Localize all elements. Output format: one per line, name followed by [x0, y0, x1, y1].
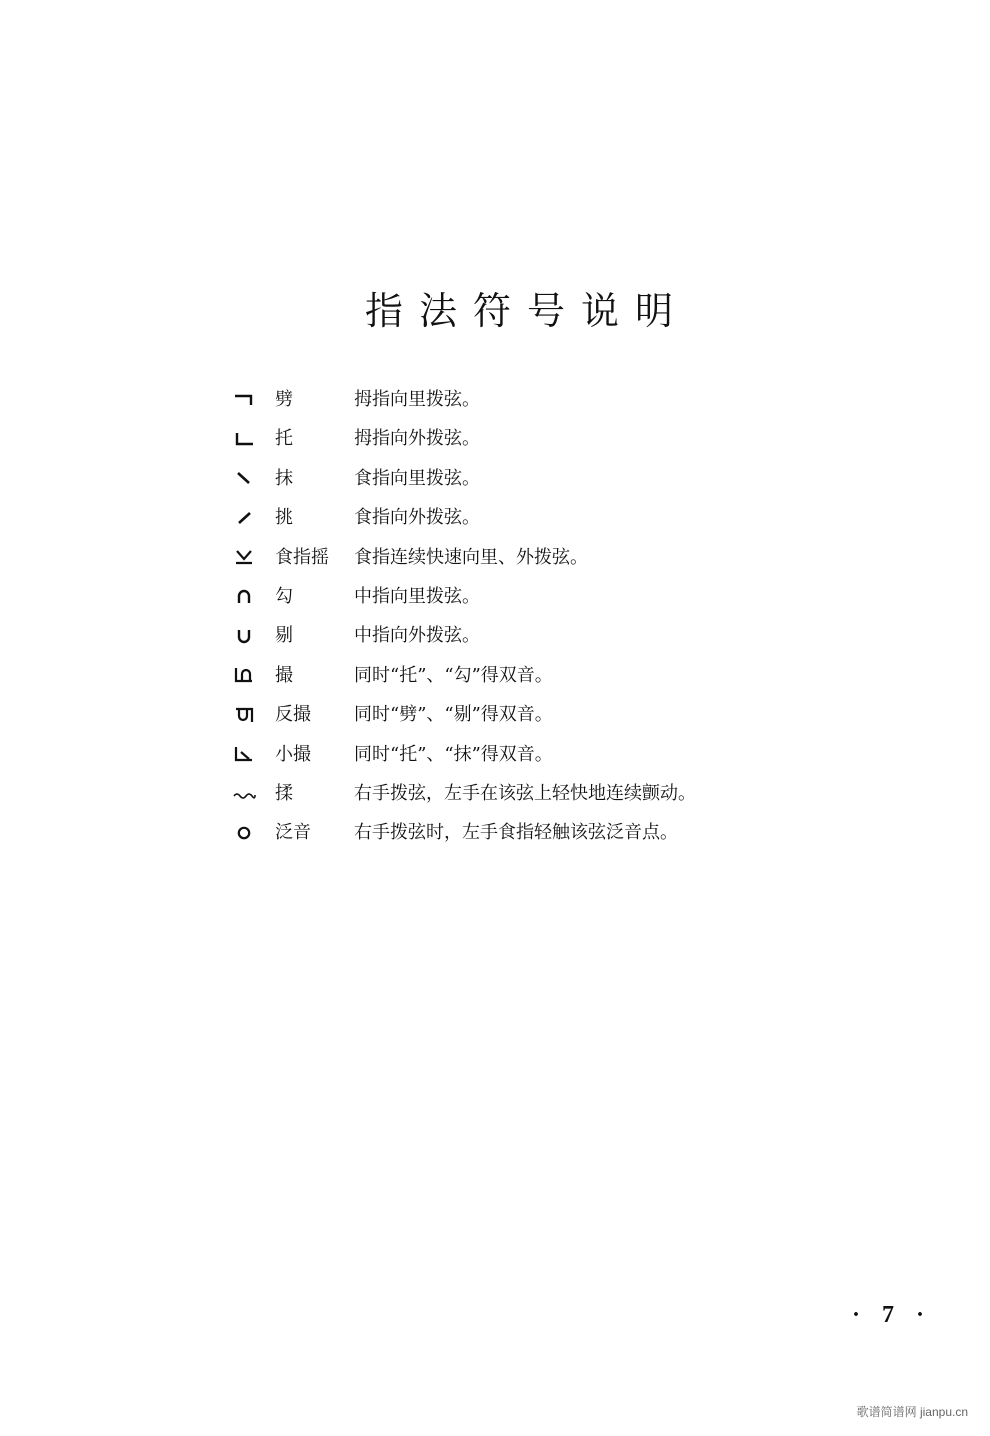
reverse-cuo-symbol-icon: [230, 695, 258, 734]
small-cuo-symbol-icon: [230, 735, 258, 774]
gou-symbol-icon: [230, 577, 258, 616]
legend-row: [230, 813, 850, 852]
legend-description: 中指向里拨弦。: [354, 585, 480, 607]
legend-row: [230, 656, 850, 695]
cuo-symbol-icon: [230, 656, 258, 695]
legend-description: 食指连续快速向里、外拨弦。: [354, 546, 588, 568]
legend-name: 抹: [275, 467, 293, 489]
index-tremolo-symbol-icon: [230, 538, 258, 577]
ti-symbol-icon: [230, 616, 258, 655]
legend-name: 泛音: [275, 822, 311, 844]
watermark-text: 歌谱简谱网 jianpu.cn: [856, 1405, 968, 1419]
legend-name: 托: [275, 428, 293, 450]
rou-symbol-icon: [230, 774, 258, 813]
legend-name: 剔: [275, 625, 293, 647]
legend-name: 劈: [275, 389, 293, 410]
legend-row: [230, 538, 850, 577]
legend-name: 小撮: [275, 743, 311, 765]
pi-symbol-icon: [230, 380, 258, 419]
page-number: · 7 ·: [851, 1302, 932, 1328]
legend-row: [230, 774, 850, 813]
legend-description: 右手拨弦时，左手食指轻触该弦泛音点。: [354, 822, 678, 844]
legend-row: [230, 419, 850, 458]
page-title: 指法符号说明: [364, 289, 689, 333]
tuo-symbol-icon: [230, 419, 258, 458]
legend-description: 同时“托”、“勾”得双音。: [354, 664, 553, 686]
legend-row: [230, 459, 850, 498]
legend-row: [230, 498, 850, 537]
legend-description: 拇指向外拨弦。: [354, 428, 480, 450]
legend-description: 拇指向里拨弦。: [354, 389, 480, 410]
legend-row: [230, 616, 850, 655]
mo-symbol-icon: [230, 459, 258, 498]
legend-row: [230, 380, 850, 419]
legend-row: [230, 577, 850, 616]
harmonic-symbol-icon: [230, 813, 258, 852]
legend-description: 同时“劈”、“剔”得双音。: [354, 704, 553, 726]
legend-name: 反撮: [275, 704, 311, 726]
legend-name: 撮: [275, 664, 293, 686]
legend-row: [230, 695, 850, 734]
legend-description: 食指向外拨弦。: [354, 507, 480, 529]
legend-description: 中指向外拨弦。: [354, 625, 480, 647]
tiao-symbol-icon: [230, 498, 258, 537]
legend-row: [230, 735, 850, 774]
fingering-legend: [230, 380, 850, 853]
legend-name: 食指摇: [275, 546, 329, 568]
legend-name: 揉: [275, 782, 293, 804]
legend-description: 食指向里拨弦。: [354, 467, 480, 489]
legend-description: 同时“托”、“抹”得双音。: [354, 743, 553, 765]
legend-name: 挑: [275, 507, 293, 529]
legend-description: 右手拨弦，左手在该弦上轻快地连续颤动。: [354, 782, 696, 804]
legend-name: 勾: [275, 585, 293, 607]
